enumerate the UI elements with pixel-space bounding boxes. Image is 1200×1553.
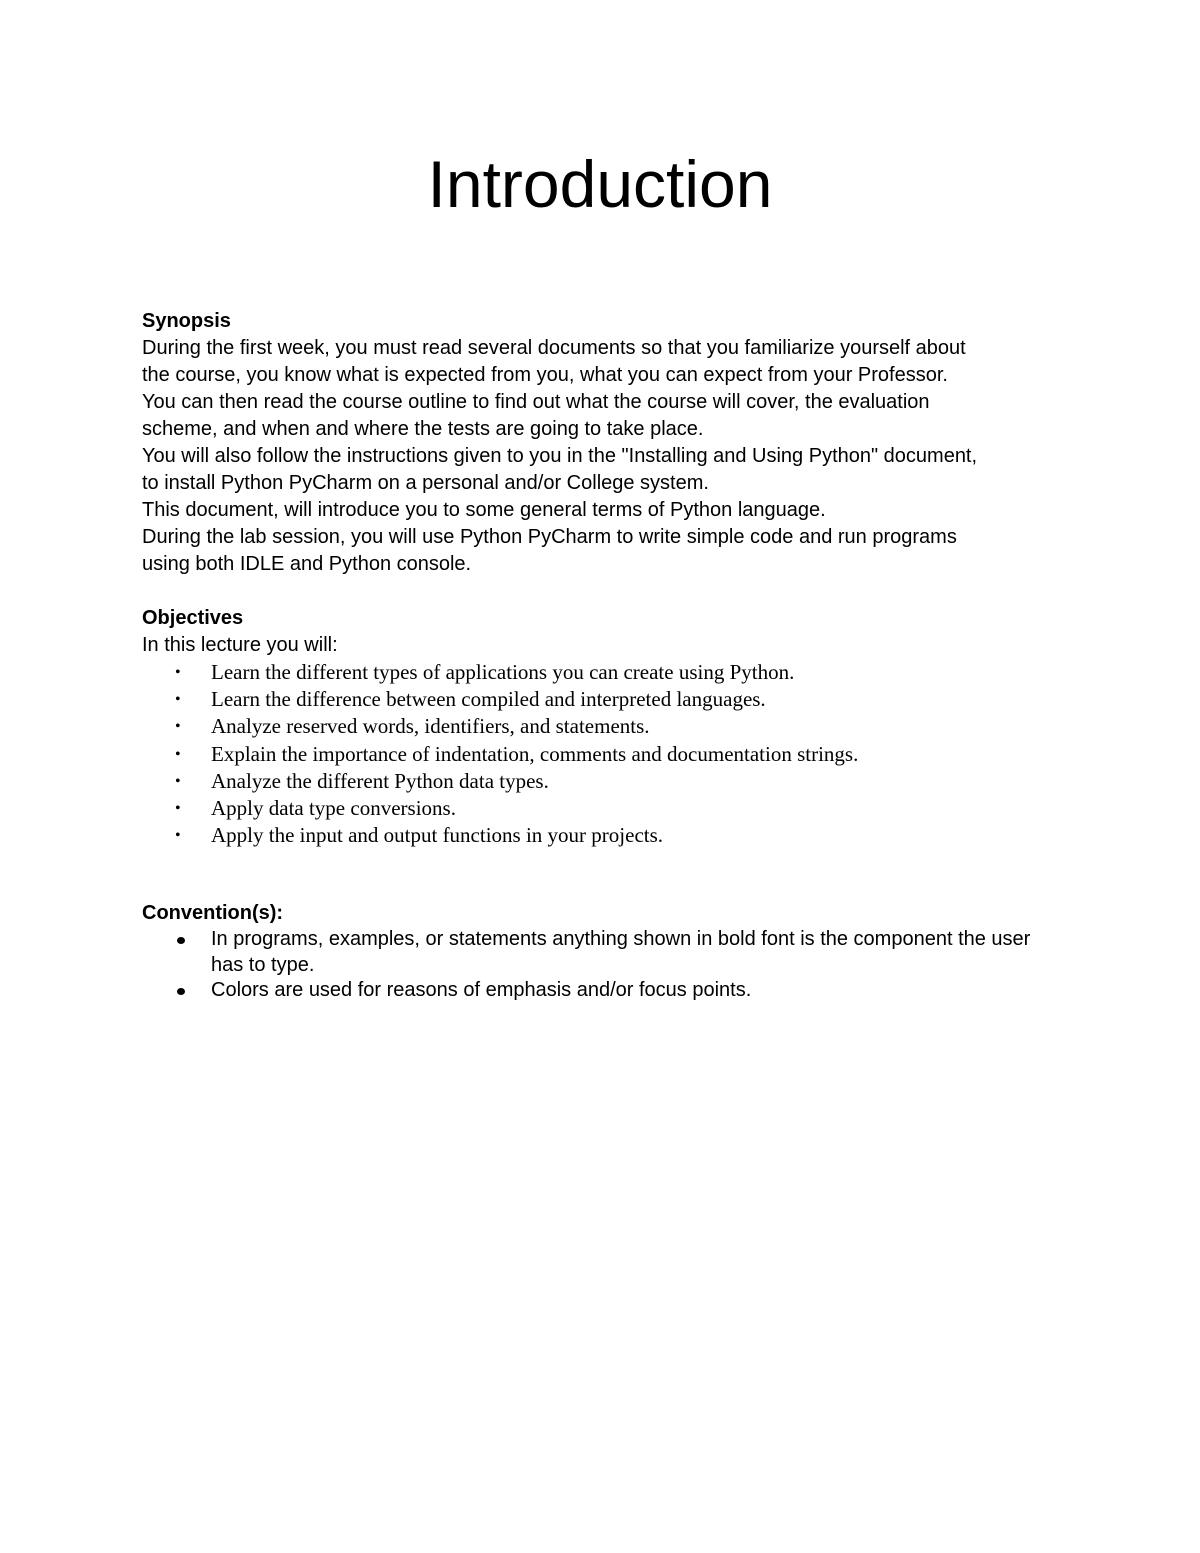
list-item bbox=[142, 659, 1062, 686]
list-item bbox=[142, 795, 1062, 822]
objective-text: Apply the input and output functions in your projects. bbox=[211, 823, 664, 848]
list-item bbox=[142, 822, 1062, 849]
objective-text: Explain the importance of indentation, comments and documentation strings. bbox=[211, 741, 859, 766]
synopsis-heading: Synopsis bbox=[142, 310, 231, 332]
convention-text: Colors are used for reasons of emphasis and/or focus points. bbox=[211, 979, 752, 1002]
bullet-dot-icon bbox=[177, 937, 185, 944]
conventions-list bbox=[142, 927, 1062, 1004]
conventions-section bbox=[142, 900, 1062, 1004]
bullet-icon: • bbox=[175, 772, 181, 790]
objective-text: Analyze the different Python data types. bbox=[211, 768, 549, 793]
bullet-icon: • bbox=[175, 718, 181, 736]
synopsis-section bbox=[142, 308, 1062, 578]
objectives-heading: Objectives bbox=[142, 607, 244, 629]
bullet-icon: • bbox=[175, 664, 181, 681]
synopsis-line: During the lab session, you will use Python PyCharm to write simple code and run programs bbox=[142, 526, 957, 548]
spacer bbox=[142, 578, 1062, 605]
synopsis-line: using both IDLE and Python console. bbox=[142, 553, 472, 575]
synopsis-line: You will also follow the instructions given to you in the "Installing and Using Python" document, bbox=[142, 445, 978, 467]
synopsis-line: During the first week, you must read several documents so that you familiarize yourself about bbox=[142, 337, 966, 359]
spacer bbox=[142, 849, 1062, 900]
synopsis-line: to install Python PyCharm on a personal and/or College system. bbox=[142, 472, 709, 494]
list-item bbox=[142, 741, 1062, 768]
list-item bbox=[142, 978, 1062, 1004]
objective-text: Learn the difference between compiled and interpreted languages. bbox=[211, 687, 766, 712]
objectives-list bbox=[142, 659, 1062, 849]
bullet-dot-icon bbox=[177, 988, 185, 995]
objective-text: Apply data type conversions. bbox=[211, 796, 456, 821]
synopsis-line: the course, you know what is expected from you, what you can expect from your Professor. bbox=[142, 364, 948, 386]
objectives-intro: In this lecture you will: bbox=[142, 634, 338, 656]
list-item bbox=[142, 768, 1062, 795]
convention-text: In programs, examples, or statements anything shown in bold font is the component the user has to type. bbox=[211, 928, 1031, 976]
conventions-heading: Convention(s): bbox=[142, 902, 284, 925]
list-item bbox=[142, 713, 1062, 740]
synopsis-line: You can then read the course outline to find out what the course will cover, the evaluation bbox=[142, 391, 930, 413]
objectives-section bbox=[142, 605, 1062, 849]
bullet-icon: • bbox=[175, 800, 181, 818]
synopsis-line: This document, will introduce you to some general terms of Python language. bbox=[142, 499, 826, 521]
synopsis-line: scheme, and when and where the tests are going to take place. bbox=[142, 418, 704, 440]
bullet-icon: • bbox=[175, 691, 181, 709]
page-title: Introduction bbox=[427, 147, 773, 221]
bullet-icon: • bbox=[175, 745, 181, 763]
document-body bbox=[142, 308, 1062, 1004]
objective-text: Analyze reserved words, identifiers, and statements. bbox=[211, 714, 650, 739]
bullet-icon: • bbox=[175, 827, 181, 845]
list-item bbox=[142, 686, 1062, 713]
objective-text: Learn the different types of applications you can create using Python. bbox=[211, 660, 795, 684]
list-item bbox=[142, 927, 1062, 978]
